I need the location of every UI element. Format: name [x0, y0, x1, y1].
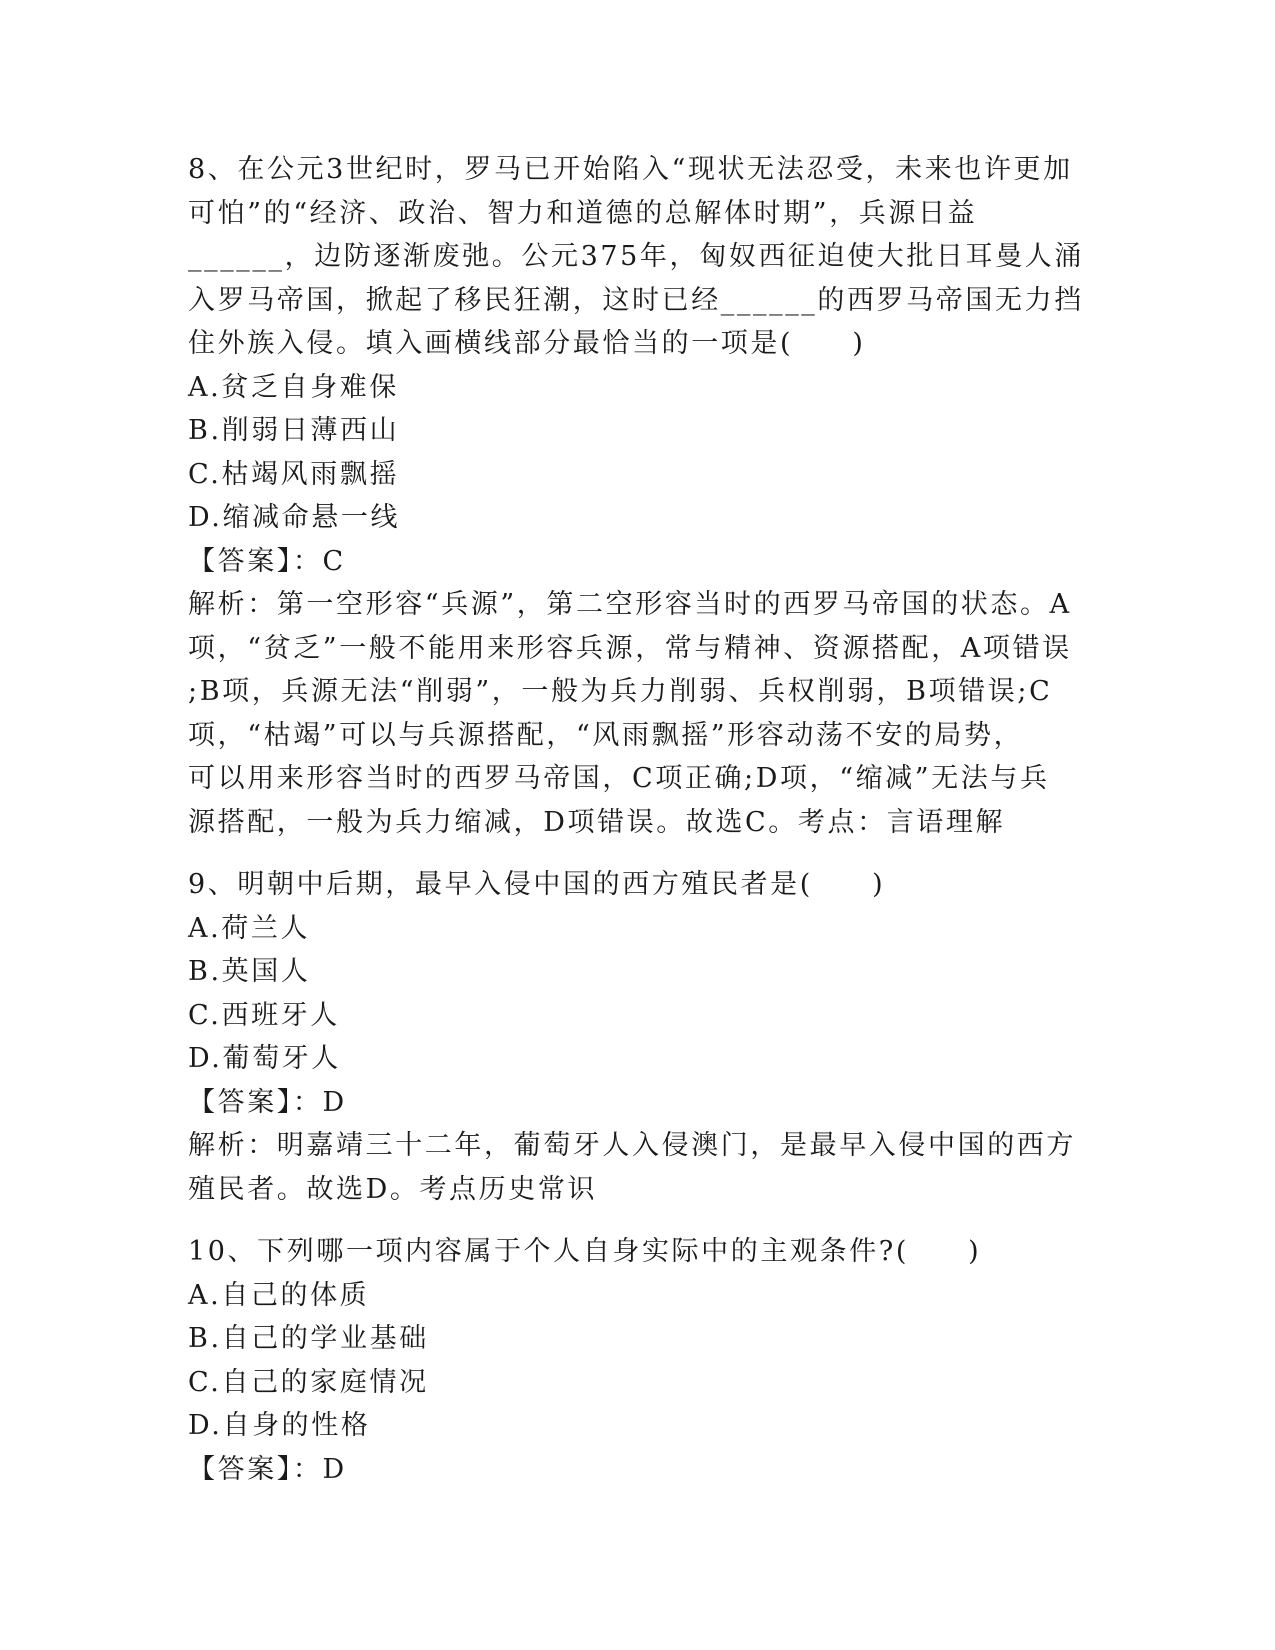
analysis-line: 可以用来形容当时的西罗马帝国，C项正确;D项，“缩减”无法与兵: [188, 763, 1050, 794]
option-b: B.削弱日薄西山: [188, 415, 400, 446]
answer-line: 【答案】：C: [188, 545, 346, 577]
question-9: [188, 863, 1088, 1211]
question-stem-line: 10、下列哪一项内容属于个人自身实际中的主观条件?( ): [188, 1236, 982, 1267]
option-d: D.自身的性格: [188, 1410, 371, 1441]
option-c: C.枯竭风雨飘摇: [188, 458, 400, 490]
question-stem-line: ______，边防逐渐废弛。公元375年，匈奴西征迫使大批日耳曼人涌: [188, 241, 1084, 272]
option-a: A.荷兰人: [188, 912, 311, 944]
question-8: [188, 148, 1088, 844]
option-a: A.自己的体质: [188, 1279, 370, 1311]
option-c: C.自己的家庭情况: [188, 1366, 429, 1398]
analysis-line: 源搭配，一般为兵力缩减，D项错误。故选C。考点：言语理解: [188, 806, 1006, 838]
page-content: [188, 148, 1088, 1491]
analysis-line: 殖民者。故选D。考点历史常识: [188, 1173, 598, 1205]
question-stem-line: 9、明朝中后期，最早入侵中国的西方殖民者是( ): [188, 869, 886, 900]
question-stem-line: 可怕”的“经济、政治、智力和道德的总解体时期”，兵源日益: [188, 197, 978, 229]
analysis-line: 项，“枯竭”可以与兵源搭配，“风雨飘摇”形容动荡不安的局势，: [188, 719, 1024, 751]
analysis-line: ;B项，兵源无法“削弱”，一般为兵力削弱、兵权削弱，B项错误;C: [188, 676, 1053, 707]
analysis-line: 项，“贫乏”一般不能用来形容兵源，常与精神、资源搭配，A项错误: [188, 632, 1072, 664]
question-stem-line: 入罗马帝国，掀起了移民狂潮，这时已经______的西罗马帝国无力挡: [188, 284, 1084, 316]
option-a: A.贫乏自身难保: [188, 371, 399, 403]
option-b: B.自己的学业基础: [188, 1323, 429, 1354]
answer-line: 【答案】：D: [188, 1453, 347, 1485]
option-d: D.缩减命悬一线: [188, 502, 401, 533]
answer-line: 【答案】：D: [188, 1086, 347, 1118]
analysis-line: 解析：第一空形容“兵源”，第二空形容当时的西罗马帝国的状态。A: [188, 589, 1072, 620]
option-c: C.西班牙人: [188, 999, 340, 1031]
question-10: [188, 1230, 1088, 1491]
option-d: D.葡萄牙人: [188, 1043, 341, 1074]
option-b: B.英国人: [188, 956, 311, 987]
question-stem-line: 住外族入侵。填入画横线部分最恰当的一项是( ): [188, 328, 866, 359]
question-stem-line: 8、在公元3世纪时，罗马已开始陷入“现状无法忍受，未来也许更加: [188, 154, 1073, 185]
analysis-line: 解析：明嘉靖三十二年，葡萄牙人入侵澳门，是最早入侵中国的西方: [188, 1130, 1076, 1161]
